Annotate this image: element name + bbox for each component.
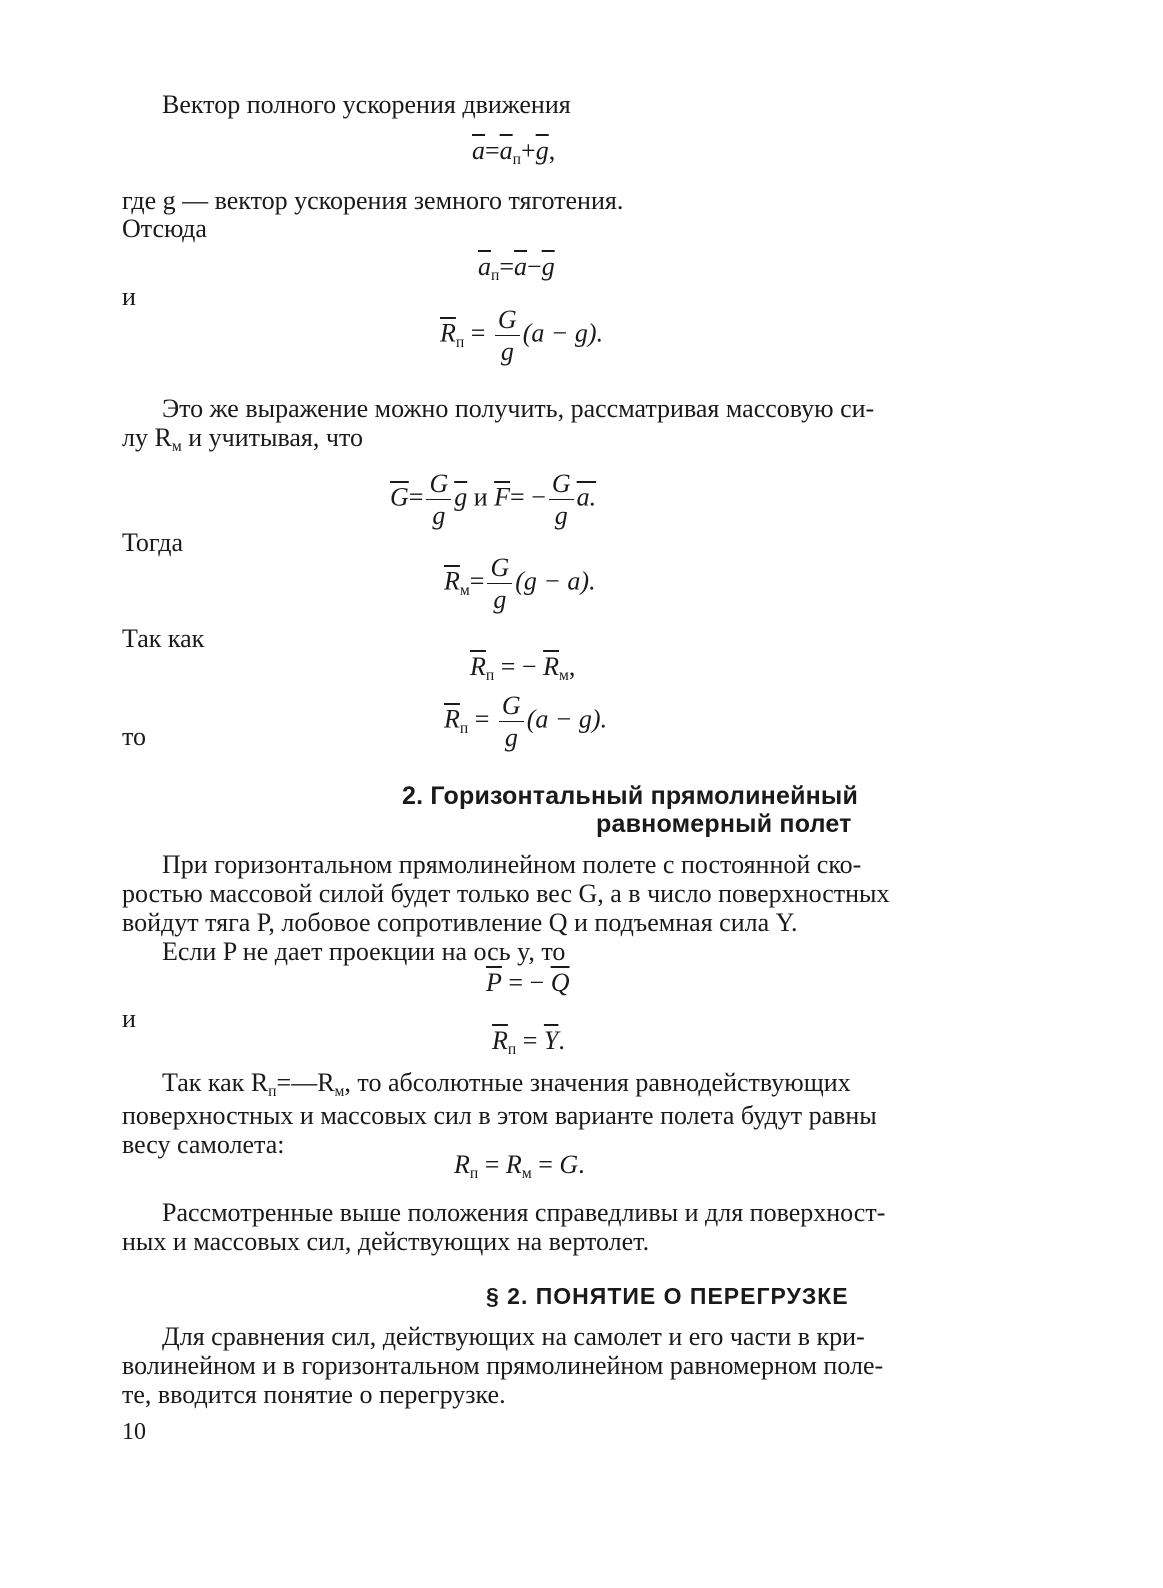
formula-gravity-inertia: $\overline{G}=$ $\frac{G}{g}$ $\overline{g}$ и $\overline{F}=$ − $\frac{G}{g}$ a. [390,469,597,531]
paragraph-mass-force: Это же выражение можно получить, рассматривая массовую си- лу $R_м$ и учитывая, что [122,394,875,456]
then-label: Тогда [122,528,184,557]
paragraph-overload: Для сравнения сил, действующих на самолет и его части в кри- волинейном и в горизонтальном прямолинейном равномерном поле- те, вводится понятие о перегрузке. [122,1322,884,1409]
and-label-2: и [122,1004,136,1033]
formula-surface-force-1: $\overline{R}_п$ = $\frac{G}{g}$ (a − g). [440,305,604,367]
paragraph-absolute-values: Так как $R_п=—R_м$, то абсолютные значения равнодействующих поверхностных и массовых сил в этом варианте полета будут равны весу самолета: [122,1068,877,1159]
paragraph-helicopter: Рассмотренные выше положения справедливы и для поверхност- ных и массовых сил, действующих на вертолет. [122,1198,886,1256]
formula-equal-forces: $R_п = R_м = G$. [454,1150,585,1183]
and-label-1: и [122,282,136,311]
formula-surface-force-2: $\overline{R}_п$ = $\frac{G}{g}$ (a − g). [444,691,608,753]
formula-mass-force: $\overline{R}_м=$ $\frac{G}{g}$ (g − a). [444,553,596,615]
hence-label: Отсюда [122,214,207,243]
paragraph-horizontal-flight: При горизонтальном прямолинейном полете с постоянной ско- ростью массовой силой будет только вес G, а в число поверхностных войдут тяга P, лобовое сопротивление Q и подъемная сила Y. Если P не дает проекции на ось y, то [122,850,890,966]
formula-force-relation: $\overline{R}_п$ = − $\overline{R}_м$, [470,652,576,685]
section-heading: § 2. ПОНЯТИЕ О ПЕРЕГРУЗКЕ [486,1283,849,1309]
formula-thrust-drag: $\overline{P}$ = − $\overline{Q}$ [486,968,570,997]
since-label: Так как [122,624,205,653]
subsection-heading-line2: равномерный полет [596,810,852,838]
that-label: то [122,722,147,751]
formula-lift: $\overline{R}_п = \overline{Y}$. [492,1026,565,1059]
intro-line: Вектор полного ускорения движения [162,90,571,119]
formula-total-acceleration: $\overline{a}=\overline{a}_п+\overline{g}$, [472,136,556,169]
subsection-heading-line1: 2. Горизонтальный прямолинейный [402,782,859,810]
where-line: где g — вектор ускорения земного тяготения. [122,186,624,215]
page-number: 10 [122,1419,146,1445]
formula-surface-acceleration: $\overline{a}_п=\overline{a}-\overline{g}$ [478,252,555,285]
